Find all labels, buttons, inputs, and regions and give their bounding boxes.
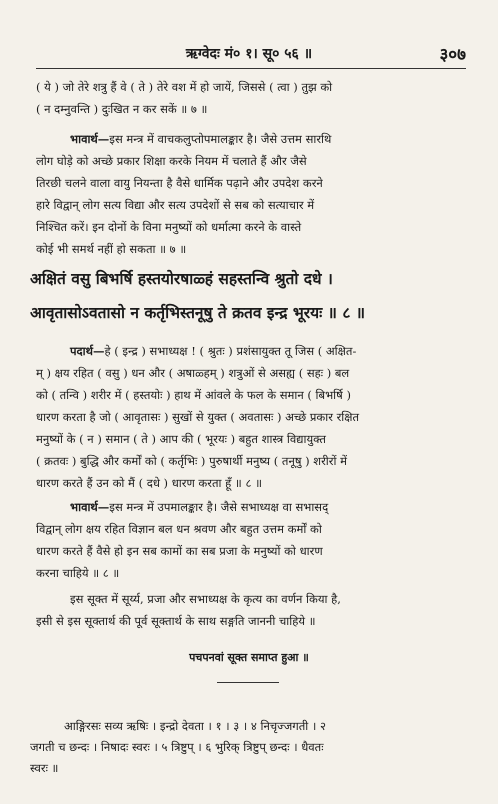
text-line: इस सूक्त में सूर्य्य, प्रजा और सभाध्यक्ष के कृत्य का वर्णन किया है, (70, 592, 341, 606)
bhavartha-8-paragraph (36, 496, 468, 584)
sukta-summary-paragraph (36, 588, 468, 632)
intro-paragraph (36, 76, 468, 120)
metadata-footer (30, 716, 472, 779)
text-line: विद्वान् लोग क्षय रहित विज्ञान बल धन श्रवण और बहुत उत्तम कर्मों को (36, 522, 322, 536)
mantra-line: आवृतासोऽवतासो न कर्तृभिस्तनूषु ते क्रतव इन्द्र भूरयः ॥ ८ ॥ (30, 303, 366, 322)
text-line: करना चाहिये ॥ ८ ॥ (36, 566, 120, 580)
text-line: स्वरः ॥ (30, 761, 59, 775)
text-line: जगती च छन्दः । निषादः स्वरः । ५ त्रिष्टुप् । ६ भुरिक् त्रिष्टुप् छन्दः । धैवतः (30, 740, 324, 754)
bhavartha-label: भावार्थ— (70, 500, 110, 514)
text-line: ( न दम्नुवन्ति ) दुःखित न कर सकें ॥ ७ ॥ (36, 102, 208, 116)
text-line: धारण करते हैं वैसे हो इन सब कामों का सब प्रजा के मनुष्यों को धारण (36, 544, 323, 558)
text-line: को ( तन्वि ) शरीर में ( हस्तयोः ) हाथ में आंवले के फल के समान ( बिभर्षि ) (36, 388, 351, 402)
header-rule (36, 68, 466, 69)
text-line: मनुष्यों के ( न ) समान ( ते ) आप की ( भूरयः ) बहुत शास्त्र विद्यायुक्त (36, 432, 326, 446)
text-line: इसी से इस सूक्तार्थ की पूर्व सूक्तार्थ के साथ सङ्गति जाननी चाहिये ॥ (36, 614, 316, 628)
text-line: ( क्रतवः ) बुद्धि और कर्मों को ( कर्तृभिः ) पुरुषार्थी मनुष्य ( तनूषु ) शरीरों में (36, 454, 348, 468)
text-line: ( ये ) जो तेरे शत्रु हैं वे ( ते ) तेरे वश में हो जायें, जिससे ( त्वा ) तुझ को (36, 80, 333, 94)
padartha-label: पदार्थ— (70, 344, 105, 358)
bhavartha-label: भावार्थ— (70, 132, 110, 146)
text-line: भावार्थ—इस मन्त्र में वाचकलुप्तोपमालङ्कार है। जैसे उत्तम सारथि (70, 132, 332, 146)
text-line: म् ) क्षय रहित ( वसु ) धन और ( अषाळ्हम् ) शत्रुओं से असह्य ( सहः ) बल (36, 366, 350, 380)
section-divider (217, 682, 279, 683)
text-line: लोग घोड़े को अच्छे प्रकार शिक्षा करके नियम में चलाते हैं और जैसे (36, 154, 307, 168)
text-line: धारण करता है जो ( आवृतासः ) सुखों से युक्त ( अवतासः ) अच्छे प्रकार रक्षित (36, 410, 360, 424)
mantra-verse (30, 262, 470, 330)
padartha-paragraph (36, 340, 468, 494)
text-line: निश्चित करें। इन दोनों के विना मनुष्यों को धर्मात्मा करने के वास्ते (36, 220, 302, 234)
bhavartha-7-paragraph (36, 128, 468, 260)
sukta-closing-line: पचपनवां सूक्त समाप्त हुआ ॥ (189, 651, 309, 664)
page-number: ३०७ (439, 45, 466, 65)
text-line: कोई भी समर्थ नहीं हो सकता ॥ ७ ॥ (36, 242, 187, 256)
page-header (0, 44, 498, 66)
running-title: ऋग्वेदः मं० १। सू० ५६ ॥ (185, 46, 313, 62)
text-line: तिरछी चलने वाला वायु नियन्ता है वैसे धार्मिक पढ़ाने और उपदेश करने (36, 176, 323, 190)
text-line: धारण करते हैं उन को मैं ( दधे ) धारण करता हूँ ॥ ८ ॥ (36, 476, 262, 490)
text-line: आङ्गिरसः सव्य ऋषिः । इन्द्रो देवता । १ । ३ । ४ निचृज्जगती । २ (64, 719, 326, 733)
text-line: भावार्थ—इस मन्त्र में उपमालङ्कार है। जैसे सभाध्यक्ष वा सभासद् (70, 500, 329, 514)
text-line: हारे विद्वान् लोग सत्य विद्या और सत्य उपदेशों से सब को सत्याचार में (36, 198, 315, 212)
mantra-line: अक्षितं वसु बिभर्षि हस्तयोरषाळ्हं सहस्तन्वि श्रुतो दधे । (30, 269, 333, 288)
text-line: पदार्थ—हे ( इन्द्र ) सभाध्यक्ष ! ( श्रुतः ) प्रशंसायुक्त तू जिस ( अक्षित- (70, 344, 357, 358)
